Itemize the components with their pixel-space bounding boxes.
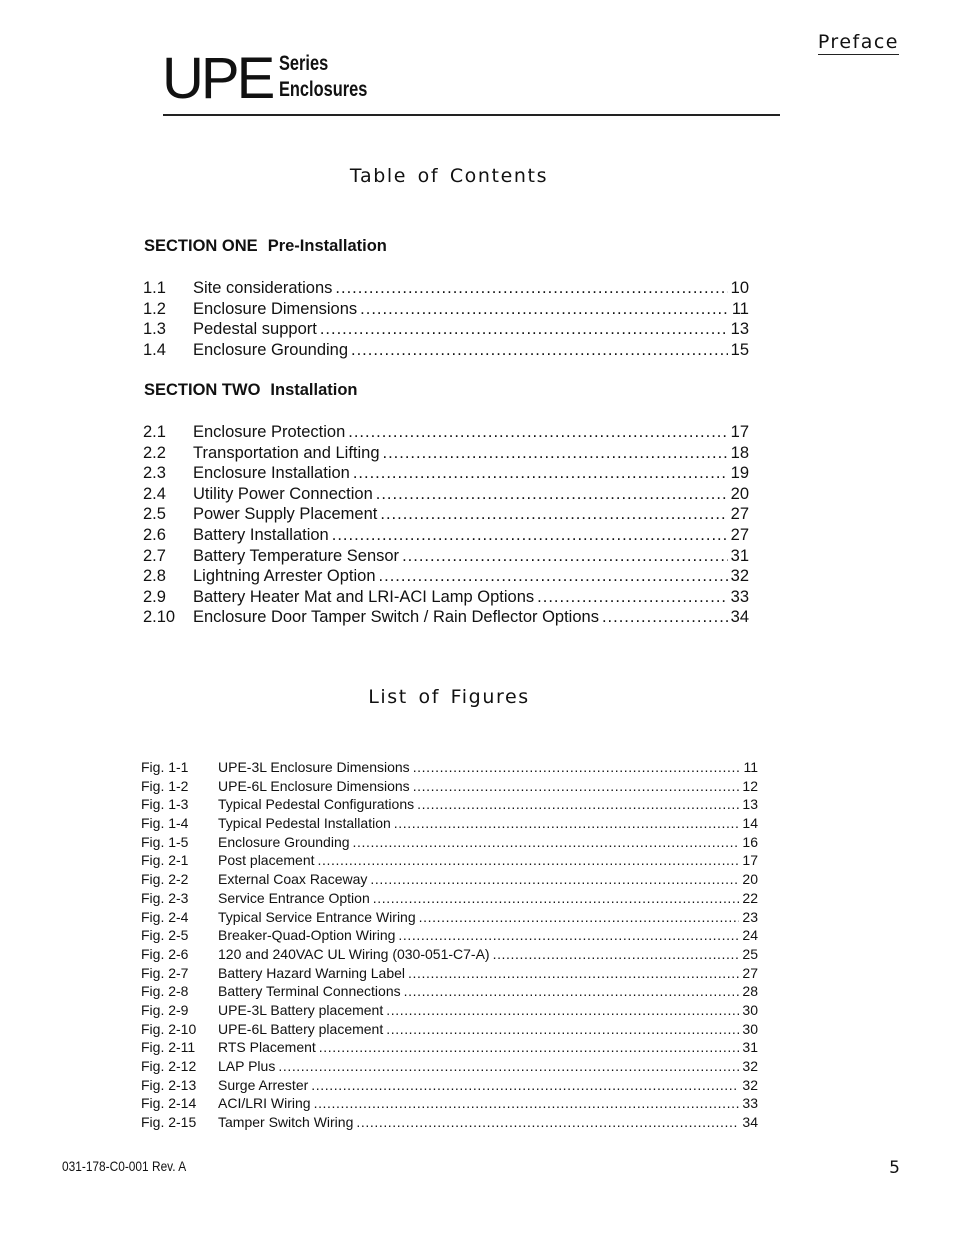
dot-leader (353, 463, 728, 484)
figure-entry[interactable] (141, 908, 758, 927)
entry-page: 27 (730, 525, 749, 544)
entry-title: Site considerations (193, 279, 333, 297)
dot-leader (386, 1020, 739, 1039)
toc-section-two-list (143, 422, 749, 628)
figure-entry[interactable] (141, 1038, 758, 1057)
figure-number: Fig. 2-6 (141, 945, 189, 962)
figure-entry[interactable] (141, 1113, 758, 1132)
entry-page: 19 (730, 464, 749, 483)
figure-page: 32 (742, 1076, 758, 1093)
toc-entry[interactable] (143, 546, 749, 567)
figure-number: Fig. 2-12 (141, 1058, 197, 1074)
figure-title: 120 and 240VAC UL Wiring (030-051-C7-A) (218, 945, 490, 962)
figure-entry[interactable] (141, 1020, 758, 1039)
entry-page: 20 (730, 484, 749, 503)
entry-number: 2.4 (143, 484, 166, 503)
figure-entry[interactable] (141, 964, 758, 983)
dot-leader (373, 889, 740, 908)
entry-title: Utility Power Connection (193, 484, 373, 503)
entry-title: Enclosure Dimensions (193, 299, 358, 318)
figure-title: UPE-3L Enclosure Dimensions (218, 759, 410, 775)
figure-number: Fig. 1-2 (141, 777, 189, 794)
figure-page: 28 (742, 983, 758, 1000)
figure-title: UPE-3L Battery placement (218, 1001, 384, 1018)
figure-entry[interactable] (141, 814, 758, 833)
figure-number: Fig. 2-5 (141, 927, 189, 944)
logo-series: Series (279, 52, 329, 75)
dot-leader (493, 945, 740, 964)
dot-leader (335, 278, 727, 299)
figure-title: Enclosure Grounding (218, 833, 350, 850)
figure-number: Fig. 2-15 (141, 1114, 197, 1131)
figure-page: 25 (742, 945, 758, 962)
figure-number: Fig. 2-2 (141, 871, 189, 888)
entry-number: 1.2 (143, 299, 166, 318)
figure-number: Fig. 2-11 (141, 1039, 196, 1056)
entry-page: 27 (730, 505, 749, 524)
toc-entry[interactable] (143, 607, 749, 628)
figure-title: Surge Arrester (218, 1076, 309, 1093)
dot-leader (348, 422, 727, 443)
figure-page: 34 (742, 1114, 758, 1131)
figure-page: 13 (742, 796, 758, 813)
entry-page: 10 (730, 279, 749, 297)
figure-number: Fig. 2-14 (141, 1095, 197, 1112)
entry-title: Lightning Arrester Option (193, 567, 376, 586)
figure-page: 16 (742, 833, 758, 850)
figure-page: 11 (743, 759, 758, 775)
figure-list (141, 758, 758, 1132)
dot-leader (314, 1094, 740, 1113)
entry-page: 17 (730, 423, 749, 441)
dot-leader (402, 546, 728, 567)
dot-leader (376, 484, 728, 505)
figure-title: RTS Placement (218, 1039, 316, 1056)
toc-entry[interactable] (143, 340, 749, 361)
entry-page: 32 (730, 567, 749, 586)
toc-entry[interactable] (143, 278, 749, 299)
dot-leader (386, 1001, 739, 1020)
figure-entry[interactable] (141, 851, 758, 870)
figure-number: Fig. 2-1 (141, 852, 189, 869)
section-label: Preface (817, 31, 899, 53)
toc-section-one-list (143, 278, 749, 360)
document-number: 031-178-C0-001 Rev. A (62, 1158, 187, 1174)
figure-page: 33 (742, 1095, 758, 1112)
figure-number: Fig. 1-5 (141, 833, 189, 850)
entry-title: Battery Heater Mat and LRI-ACI Lamp Options (193, 587, 535, 606)
figure-entry[interactable] (141, 1094, 758, 1113)
dot-leader (311, 1076, 739, 1095)
figure-page: 24 (742, 927, 758, 944)
header-rule (163, 114, 780, 116)
figure-number: Fig. 1-3 (141, 796, 189, 813)
figure-entry[interactable] (141, 889, 758, 908)
figure-number: Fig. 2-4 (141, 908, 189, 925)
figure-title: Battery Terminal Connections (218, 983, 401, 1000)
section-label: SECTION TWO (144, 381, 261, 399)
entry-number: 2.5 (143, 505, 166, 524)
figure-entry[interactable] (141, 1076, 758, 1095)
dot-leader (332, 525, 728, 546)
figure-entry[interactable] (141, 870, 758, 889)
entry-number: 2.7 (143, 546, 166, 565)
entry-title: Transportation and Lifting (193, 443, 380, 462)
figure-number: Fig. 2-13 (141, 1076, 197, 1093)
entry-page: 33 (730, 587, 749, 606)
entry-page: 13 (730, 320, 749, 339)
figure-number: Fig. 2-9 (141, 1001, 189, 1018)
dot-leader (419, 908, 740, 927)
toc-entry[interactable] (143, 525, 749, 546)
entry-page: 11 (731, 299, 749, 318)
entry-number: 2.6 (143, 525, 166, 544)
figure-title: Breaker-Quad-Option Wiring (218, 927, 396, 944)
toc-entry[interactable] (143, 299, 749, 320)
entry-number: 2.1 (143, 423, 166, 441)
figure-title: Post placement (218, 852, 315, 869)
figure-entry[interactable] (141, 795, 758, 814)
figure-number: Fig. 1-1 (141, 759, 189, 775)
toc-title: Table of Contents (349, 165, 549, 187)
dot-leader (404, 982, 740, 1001)
toc-entry[interactable] (143, 319, 749, 340)
figure-page: 22 (742, 889, 758, 906)
entry-title: Battery Temperature Sensor (193, 546, 400, 565)
figure-entry[interactable] (141, 982, 758, 1001)
toc-entry[interactable] (143, 422, 749, 443)
figure-number: Fig. 2-7 (141, 964, 189, 981)
section-heading-two (144, 381, 358, 400)
figure-page: 30 (742, 1020, 758, 1037)
figure-entry[interactable] (141, 945, 758, 964)
entry-title: Power Supply Placement (193, 505, 378, 524)
dot-leader (351, 340, 728, 361)
figure-number: Fig. 2-3 (141, 889, 189, 906)
figure-title: Typical Service Entrance Wiring (218, 908, 416, 925)
figure-page: 32 (742, 1058, 758, 1074)
figure-page: 17 (742, 852, 758, 869)
figure-title: Tamper Switch Wiring (218, 1114, 354, 1131)
dot-leader (379, 566, 728, 587)
figure-title: Battery Hazard Warning Label (218, 964, 406, 981)
figure-title: UPE-6L Enclosure Dimensions (218, 777, 410, 794)
figure-title: External Coax Raceway (218, 871, 368, 888)
logo-upe: UPE (162, 46, 273, 111)
dot-leader (380, 504, 727, 525)
dot-leader (413, 777, 740, 796)
entry-title: Battery Installation (193, 525, 329, 544)
figure-page: 31 (742, 1039, 758, 1056)
dot-leader (370, 870, 739, 889)
entry-number: 1.1 (143, 279, 166, 297)
dot-leader (408, 964, 739, 983)
figure-title: LAP Plus (218, 1058, 276, 1074)
dot-leader (394, 814, 740, 833)
dot-leader (537, 587, 727, 608)
entry-page: 15 (730, 340, 749, 359)
figure-title: UPE-6L Battery placement (218, 1020, 384, 1037)
logo-enclosures: Enclosures (279, 78, 368, 101)
figure-page: 27 (742, 964, 758, 981)
toc-entry[interactable] (143, 504, 749, 525)
section-title: Installation (270, 381, 358, 399)
figure-entry[interactable] (141, 1001, 758, 1020)
entry-number: 2.3 (143, 464, 166, 483)
figure-title: ACI/LRI Wiring (218, 1095, 311, 1112)
entry-page: 34 (730, 608, 749, 627)
entry-number: 2.9 (143, 587, 166, 606)
figure-title: Service Entrance Option (218, 889, 370, 906)
dot-leader (278, 1057, 739, 1076)
figure-entry[interactable] (141, 1057, 758, 1076)
figure-number: Fig. 2-8 (141, 983, 189, 1000)
dot-leader (413, 758, 741, 777)
toc-entry[interactable] (143, 566, 749, 587)
dot-leader (319, 1038, 740, 1057)
dot-leader (360, 299, 729, 320)
figure-entry[interactable] (141, 926, 758, 945)
figure-entry[interactable] (141, 758, 758, 777)
entry-number: 2.10 (143, 608, 176, 627)
section-title: Pre-Installation (267, 237, 387, 255)
figure-page: 12 (742, 777, 758, 794)
figure-title: Typical Pedestal Configurations (218, 796, 415, 813)
entry-title: Pedestal support (193, 320, 317, 339)
entry-page: 18 (730, 443, 749, 462)
figure-page: 14 (742, 815, 758, 832)
dot-leader (383, 443, 728, 464)
figure-entry[interactable] (141, 833, 758, 852)
section-label: SECTION ONE (144, 237, 258, 255)
dot-leader (318, 851, 740, 870)
dot-leader (356, 1113, 739, 1132)
dot-leader (602, 607, 728, 628)
entry-title: Enclosure Protection (193, 423, 346, 441)
dot-leader (320, 319, 728, 340)
toc-entry[interactable] (143, 443, 749, 464)
section-heading-one (144, 237, 387, 256)
figure-title: Typical Pedestal Installation (218, 815, 391, 832)
entry-number: 2.2 (143, 443, 166, 462)
toc-entry[interactable] (143, 587, 749, 608)
entry-title: Enclosure Grounding (193, 340, 349, 359)
entry-title: Enclosure Door Tamper Switch / Rain Deflector Options (193, 608, 599, 627)
figure-page: 20 (742, 871, 758, 888)
dot-leader (353, 833, 740, 852)
figure-number: Fig. 1-4 (141, 815, 189, 832)
entry-title: Enclosure Installation (193, 464, 350, 483)
toc-entry[interactable] (143, 463, 749, 484)
figure-page: 23 (742, 908, 758, 925)
figure-page: 30 (742, 1001, 758, 1018)
dot-leader (417, 795, 739, 814)
figure-entry[interactable] (141, 777, 758, 796)
entry-page: 31 (730, 546, 749, 565)
entry-number: 2.8 (143, 567, 166, 586)
entry-number: 1.3 (143, 320, 166, 339)
toc-entry[interactable] (143, 484, 749, 505)
entry-number: 1.4 (143, 340, 166, 359)
page-number: 5 (889, 1158, 900, 1178)
figure-number: Fig. 2-10 (141, 1020, 197, 1037)
dot-leader (398, 926, 739, 945)
figures-title: List of Figures (368, 686, 530, 708)
